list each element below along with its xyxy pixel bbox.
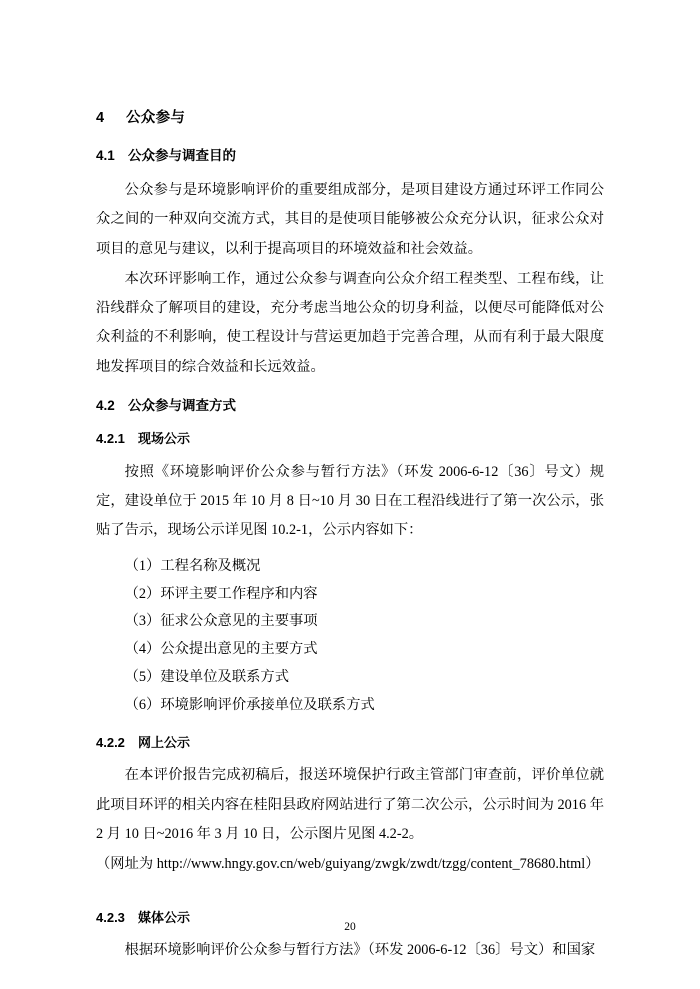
heading-section-4-number: 4: [96, 110, 105, 126]
heading-section-4-title: 公众参与: [126, 110, 186, 126]
spacer: [96, 879, 604, 895]
list-item: （5）建设单位及联系方式: [124, 669, 290, 686]
list-item: （6）环境影响评价承接单位及联系方式: [124, 697, 375, 714]
heading-section-4-1-title: 公众参与调查目的: [128, 147, 236, 163]
paragraph-site-notice: 按照《环境影响评价公众参与暂行方法》（环发 2006-6-12〔36〕号文）规定，建设单位于 2015 年 10 月 8 日~10 月 30 日在工程沿线进行了第一次公示，张贴了告示，现场公示详见图 10.2-1，公示内容如下：: [96, 463, 604, 539]
paragraph-online-notice: 在本评价报告完成初稿后，报送环境保护行政主管部门审查前，评价单位就此项目环评的相关内容在桂阳县政府网站进行了第二次公示，公示时间为 2016 年 2 月 10 日~2016 年 3 月 10 日，公示图片见图 4.2-2。: [96, 767, 604, 843]
list-item: （4）公众提出意见的主要方式: [124, 641, 318, 658]
paragraph-media-notice: 根据环境影响评价公众参与暂行方法》（环发 2006-6-12〔36〕号文）和国家: [124, 942, 596, 959]
heading-section-4-2-number: 4.2: [96, 398, 115, 414]
heading-section-4-2-title: 公众参与调查方式: [128, 398, 236, 414]
heading-section-4-2-3-title: 媒体公示: [138, 909, 191, 925]
heading-section-4-2-1-number: 4.2.1: [96, 431, 125, 447]
heading-section-4-1-number: 4.1: [96, 147, 115, 163]
paragraph-purpose-1: 公众参与是环境影响评价的重要组成部分，是项目建设方通过环评工作同公众之间的一种双向交流方式，其目的是使项目能够被公众充分认识，征求公众对项目的意见与建议，以利于提高项目的环境效益和社会效益。: [96, 182, 604, 257]
heading-section-4-2-2-number: 4.2.2: [96, 734, 125, 750]
heading-section-4-2: [96, 396, 604, 416]
paragraph-website-url: （网址为 http://www.hngy.gov.cn/web/guiyang/zwgk/zwdt/tzgg/content_78680.html）: [96, 856, 600, 873]
page-number: 20: [344, 921, 356, 933]
paragraph-purpose-2: 本次环评影响工作，通过公众参与调查向公众介绍工程类型、工程布线，让沿线群众了解项目的建设，充分考虑当地公众的切身利益，以便尽可能降低对公众利益的不利影响，使工程设计与营运更加趋于完善合理，从而有利于最大限度地发挥项目的综合效益和长远效益。: [96, 270, 604, 375]
list-item: （1）工程名称及概况: [124, 557, 261, 574]
list-item: （2）环评主要工作程序和内容: [124, 585, 318, 602]
heading-section-4-2-2-title: 网上公示: [138, 734, 191, 750]
heading-section-4-2-1-title: 现场公示: [138, 431, 191, 447]
heading-section-4-2-3-number: 4.2.3: [96, 909, 125, 925]
heading-section-4: [96, 108, 604, 130]
list-item: （3）征求公众意见的主要事项: [124, 613, 318, 630]
heading-section-4-2-1: [96, 429, 604, 449]
heading-section-4-2-2: [96, 733, 604, 753]
heading-section-4-1: [96, 146, 604, 166]
